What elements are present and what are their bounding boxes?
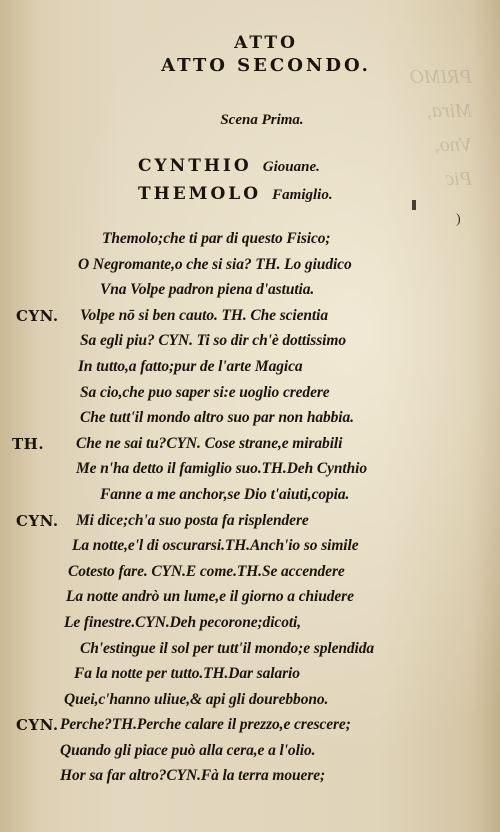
verse-line — [0, 512, 500, 538]
verse-line — [0, 332, 500, 358]
verse-text: Themolo;che ti par di questo Fisico; — [102, 230, 331, 247]
verse-text: Quei,c'hanno uliue,& api gli dourebbono. — [64, 690, 329, 708]
character-entry — [138, 184, 333, 212]
verse-text: Quando gli piace può alla cera,e a l'olio. — [60, 741, 316, 759]
verse-line — [0, 537, 500, 563]
speaker-label: CYN. — [16, 306, 59, 325]
verse-line — [0, 409, 500, 435]
verse-line — [0, 256, 500, 282]
verse-text: Vna Volpe padron piena d'astutia. — [100, 281, 315, 299]
character-list — [138, 156, 333, 212]
verse-text: Che ne sai tu?CYN. Cose strane,e mirabili — [76, 434, 343, 452]
verse-line — [0, 358, 500, 384]
verse-line — [0, 460, 500, 486]
verse-text: Sa cio,che puo saper si:e uoglio credere — [80, 383, 330, 401]
verse-line — [0, 716, 500, 742]
verse-line — [0, 307, 500, 333]
verse-line — [0, 435, 500, 461]
verse-text: Mi dice;ch'a suo posta fa risplendere — [76, 511, 309, 529]
verse-line — [0, 588, 500, 614]
character-name: THEMOLO — [138, 184, 262, 204]
verse-text: Perche?TH.Perche calare il prezzo,e crescere; — [60, 716, 351, 734]
speaker-label: CYN. — [16, 716, 59, 735]
character-name: CYNTHIO — [138, 156, 252, 176]
scene-title: Scena Prima. — [220, 112, 304, 128]
verse-text: La notte,e'l di oscurarsi.TH.Anch'io so simile — [72, 537, 359, 555]
verse-text: Ch'estingue il sol per tutt'il mondo;e splendida — [80, 639, 375, 657]
speaker-label: TH. — [12, 434, 45, 453]
verse-text: Fanne a me anchor,se Dio t'aiuti,copia. — [100, 485, 350, 503]
verse-line — [0, 767, 500, 793]
verse-line — [0, 563, 500, 589]
running-head: ATTO — [234, 33, 298, 53]
verse-text: Cotesto fare. CYN.E come.TH.Se accendere — [68, 562, 345, 580]
verse-text: O Negromante,o che si sia? TH. Lo giudico — [78, 255, 352, 273]
show-through-text: PRIMO Mira, Vno, Pic — [409, 66, 472, 190]
page-header — [0, 32, 500, 78]
verse-text: Sa egli piu? CYN. Ti so dir ch'è dottissimo — [80, 332, 346, 350]
verse-line — [0, 742, 500, 768]
speaker-label: CYN. — [16, 511, 59, 530]
verse-block — [0, 230, 500, 793]
verse-text: Volpe nō si ben cauto. TH. Che scientia — [80, 306, 328, 324]
margin-ink-mark — [412, 200, 416, 210]
verse-line — [0, 384, 500, 410]
verse-line — [0, 486, 500, 512]
verse-text: Fa la notte per tutto.TH.Dar salario — [74, 665, 300, 683]
verse-line — [0, 230, 500, 256]
verse-line — [0, 614, 500, 640]
character-role: Giouane. — [262, 159, 320, 175]
verse-text: Hor sa far altro?CYN.Fà la terra mouere; — [60, 767, 326, 785]
verse-text: Me n'ha detto il famiglio suo.TH.Deh Cynthio — [76, 460, 367, 478]
verse-text: La notte andrò un lume,e il giorno a chiudere — [66, 588, 354, 606]
verse-line — [0, 281, 500, 307]
character-role: Famiglio. — [272, 187, 333, 203]
verse-line — [0, 640, 500, 666]
verse-text: Che tutt'il mondo altro suo par non habbia. — [80, 409, 354, 427]
verse-line — [0, 665, 500, 691]
act-title: ATTO SECONDO. — [161, 55, 371, 76]
character-entry — [138, 156, 333, 184]
verse-text: Le finestre.CYN.Deh pecorone;dicoti, — [64, 613, 302, 631]
margin-paren-mark: ) — [456, 212, 461, 227]
verse-line — [0, 691, 500, 717]
verse-text: In tutto,a fatto;pur de l'arte Magica — [78, 357, 303, 375]
